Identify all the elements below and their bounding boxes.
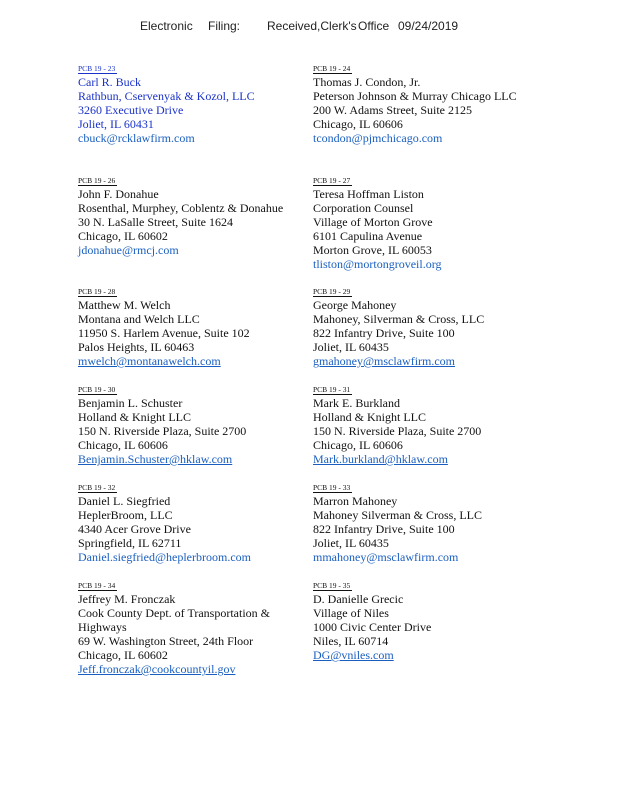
case-number: PCB 19 - 24 — [313, 64, 351, 73]
contact-entry — [313, 479, 553, 564]
contact-address-line: Mahoney, Silverman & Cross, LLC — [313, 312, 485, 326]
contact-name: Mark E. Burkland — [313, 396, 400, 410]
contact-address-line: Chicago, IL 60602 — [78, 229, 168, 243]
contact-address-line: Rosenthal, Murphey, Coblentz & Donahue — [78, 201, 284, 215]
contact-address-line: 11950 S. Harlem Avenue, Suite 102 — [78, 326, 250, 340]
contact-address-line: Highways — [78, 620, 127, 634]
contact-address-line: 1000 Civic Center Drive — [313, 620, 432, 634]
contact-name: D. Danielle Grecic — [313, 592, 404, 606]
contact-address-line: Rathbun, Cservenyak & Kozol, LLC — [78, 89, 255, 103]
contact-address-line: Morton Grove, IL 60053 — [313, 243, 432, 257]
header-electronic: Electronic — [140, 19, 193, 33]
contact-email-link[interactable]: tliston@mortongroveil.org — [313, 257, 442, 271]
contact-address-line: 3260 Executive Drive — [78, 103, 184, 117]
contact-entry — [78, 60, 318, 145]
contact-address-line: Joliet, IL 60435 — [313, 536, 389, 550]
contact-address-line: Chicago, IL 60606 — [78, 438, 168, 452]
contact-entry — [78, 381, 318, 466]
header-office: Office — [358, 19, 390, 33]
contact-address-line: 200 W. Adams Street, Suite 2125 — [313, 103, 472, 117]
header-date: 09/24/2019 — [398, 19, 459, 33]
contact-address-line: Montana and Welch LLC — [78, 312, 200, 326]
contact-name: Jeffrey M. Fronczak — [78, 592, 176, 606]
contact-address-line: Joliet, IL 60431 — [78, 117, 154, 131]
contact-address-line: Mahoney Silverman & Cross, LLC — [313, 508, 482, 522]
contact-address-line: 6101 Capulina Avenue — [313, 229, 423, 243]
contact-address-line: 4340 Acer Grove Drive — [78, 522, 191, 536]
contact-name: Carl R. Buck — [78, 75, 141, 89]
contact-email-link[interactable]: Jeff.fronczak@cookcountyil.gov — [78, 662, 236, 676]
contact-address-line: 150 N. Riverside Plaza, Suite 2700 — [313, 424, 482, 438]
contact-email-link[interactable]: jdonahue@rmcj.com — [78, 243, 179, 257]
case-number: PCB 19 - 30 — [78, 385, 116, 394]
contact-address-line: Joliet, IL 60435 — [313, 340, 389, 354]
contact-entry — [78, 479, 318, 564]
contact-email-link[interactable]: DG@vniles.com — [313, 648, 394, 662]
contact-address-line: 30 N. LaSalle Street, Suite 1624 — [78, 215, 233, 229]
contact-email-link[interactable]: mmahoney@msclawfirm.com — [313, 550, 459, 564]
case-number: PCB 19 - 33 — [313, 483, 351, 492]
contact-email-link[interactable]: Daniel.siegfried@heplerbroom.com — [78, 550, 251, 564]
contact-address-line: Cook County Dept. of Transportation & — [78, 606, 271, 620]
contact-address-line: Chicago, IL 60606 — [313, 117, 403, 131]
case-number: PCB 19 - 34 — [78, 581, 116, 590]
contact-entry — [78, 283, 318, 368]
contact-address-line: Springfield, IL 62711 — [78, 536, 182, 550]
contact-email-link[interactable]: Benjamin.Schuster@hklaw.com — [78, 452, 233, 466]
contact-address-line: Holland & Knight LLC — [78, 410, 191, 424]
contact-address-line: Palos Heights, IL 60463 — [78, 340, 195, 354]
contact-address-line: Peterson Johnson & Murray Chicago LLC — [313, 89, 517, 103]
contact-name: Thomas J. Condon, Jr. — [313, 75, 421, 89]
contact-address-line: Corporation Counsel — [313, 201, 414, 215]
contact-address-line: Niles, IL 60714 — [313, 634, 389, 648]
header-filing: Filing: — [208, 19, 241, 33]
contact-entry — [313, 381, 553, 466]
case-number: PCB 19 - 35 — [313, 581, 351, 590]
contact-email-link[interactable]: tcondon@pjmchicago.com — [313, 131, 443, 145]
case-number: PCB 19 - 29 — [313, 287, 351, 296]
contact-email-link[interactable]: mwelch@montanawelch.com — [78, 354, 221, 368]
header-received: Received,Clerk's — [267, 19, 357, 33]
contact-entry — [78, 172, 318, 257]
contact-entry — [313, 60, 553, 145]
contact-address-line: 69 W. Washington Street, 24th Floor — [78, 634, 254, 648]
contact-name: Marron Mahoney — [313, 494, 398, 508]
contact-address-line: 822 Infantry Drive, Suite 100 — [313, 522, 455, 536]
contact-address-line: Village of Morton Grove — [313, 215, 433, 229]
case-number: PCB 19 - 27 — [313, 176, 351, 185]
case-number: PCB 19 - 23 — [78, 64, 116, 73]
contact-name: Daniel L. Siegfried — [78, 494, 171, 508]
contact-address-line: 150 N. Riverside Plaza, Suite 2700 — [78, 424, 247, 438]
contact-address-line: Chicago, IL 60602 — [78, 648, 168, 662]
contact-email-link[interactable]: Mark.burkland@hklaw.com — [313, 452, 448, 466]
contact-address-line: Chicago, IL 60606 — [313, 438, 403, 452]
contact-address-line: HeplerBroom, LLC — [78, 508, 173, 522]
contact-entry — [78, 577, 318, 676]
contact-email-link[interactable]: cbuck@rcklawfirm.com — [78, 131, 195, 145]
contact-name: John F. Donahue — [78, 187, 159, 201]
contact-entry — [313, 172, 553, 271]
contact-name: Benjamin L. Schuster — [78, 396, 183, 410]
case-number: PCB 19 - 31 — [313, 385, 351, 394]
contact-name: George Mahoney — [313, 298, 397, 312]
contact-address-line: 822 Infantry Drive, Suite 100 — [313, 326, 455, 340]
contact-entry — [313, 577, 553, 662]
contact-name: Matthew M. Welch — [78, 298, 171, 312]
contact-email-link[interactable]: gmahoney@msclawfirm.com — [313, 354, 456, 368]
contact-entry — [313, 283, 553, 368]
contact-address-line: Village of Niles — [313, 606, 389, 620]
case-number: PCB 19 - 26 — [78, 176, 116, 185]
case-number: PCB 19 - 32 — [78, 483, 116, 492]
contact-name: Teresa Hoffman Liston — [313, 187, 424, 201]
contact-address-line: Holland & Knight LLC — [313, 410, 426, 424]
case-number: PCB 19 - 28 — [78, 287, 116, 296]
